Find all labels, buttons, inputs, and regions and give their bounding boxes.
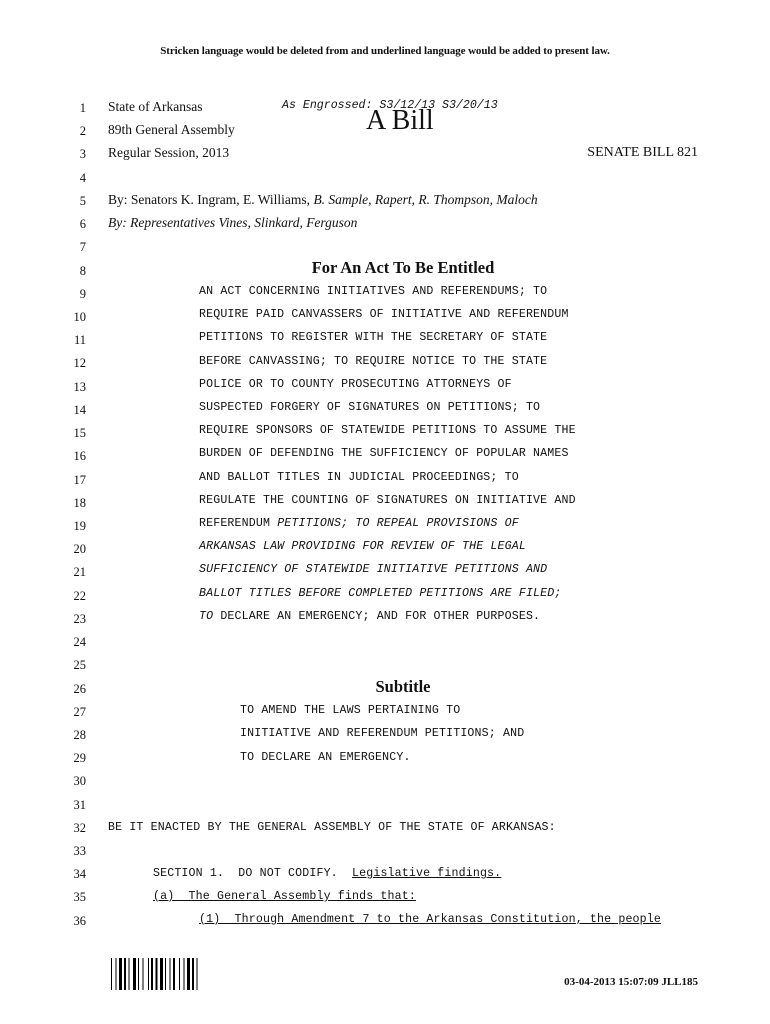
general-assembly: 89th General Assembly	[108, 122, 235, 137]
act-line-italic: TO	[199, 610, 214, 623]
bill-title: A Bill	[366, 105, 434, 136]
line-26	[0, 677, 770, 700]
act-line-italic: SUFFICIENCY OF STATEWIDE INITIATIVE PETITIONS AND	[199, 563, 548, 577]
senators-added: B. Sample, Rapert, R. Thompson, Maloch	[313, 192, 538, 207]
act-line-plain: REFERENDUM	[199, 517, 278, 530]
line-number: 15	[73, 426, 86, 441]
line-number: 29	[73, 751, 86, 766]
line-36	[0, 910, 770, 933]
line-number: 23	[73, 611, 86, 626]
senator-sponsors	[108, 192, 538, 208]
line-5	[0, 189, 770, 212]
line-number: 5	[79, 193, 86, 208]
line-6	[0, 212, 770, 235]
act-line-italic: ARKANSAS LAW PROVIDING FOR REVIEW OF THE LEGAL	[199, 540, 526, 553]
line-number: 16	[73, 449, 86, 464]
line-number: 3	[79, 147, 86, 162]
act-title-line	[0, 491, 770, 514]
section-title: Legislative findings.	[352, 867, 502, 880]
subtitle-text: INITIATIVE AND REFERENDUM PETITIONS; AND	[240, 727, 525, 741]
act-title-line	[0, 560, 770, 583]
line-number: 19	[73, 518, 86, 533]
line-32	[0, 818, 770, 841]
act-title-line	[0, 398, 770, 421]
line-number: 12	[73, 356, 86, 371]
line-number: 2	[79, 124, 86, 139]
section-1-heading	[153, 867, 501, 880]
line-number: 9	[79, 286, 86, 301]
footer-timestamp: 03-04-2013 15:07:09 JLL185	[564, 976, 698, 988]
line-number: 14	[73, 402, 86, 417]
act-heading: For An Act To Be Entitled	[311, 258, 495, 277]
line-number: 31	[73, 797, 86, 812]
line-number: 17	[73, 472, 86, 487]
line-number: 25	[73, 658, 86, 673]
bill-number: SENATE BILL 821	[587, 145, 698, 160]
line-35	[0, 887, 770, 910]
line-number: 35	[73, 890, 86, 905]
subtitle-heading: Subtitle	[375, 677, 431, 696]
subtitle-text: TO DECLARE AN EMERGENCY.	[240, 750, 411, 764]
act-title-line	[0, 444, 770, 467]
act-title-line	[0, 282, 770, 305]
line-3	[0, 142, 770, 165]
session: Regular Session, 2013	[108, 145, 230, 160]
subtitle-line	[0, 701, 770, 724]
line-number: 1	[79, 101, 86, 115]
enacting-clause: BE IT ENACTED BY THE GENERAL ASSEMBLY OF THE STATE OF ARKANSAS:	[108, 821, 556, 834]
line-number: 26	[73, 681, 86, 696]
act-line	[199, 517, 519, 530]
line-number: 18	[73, 495, 86, 510]
line-number: 13	[73, 379, 86, 394]
act-line: REGULATE THE COUNTING OF SIGNATURES ON INITIATIVE AND	[199, 493, 576, 507]
act-title-line	[0, 584, 770, 607]
line-number: 10	[73, 309, 86, 324]
barcode-image	[110, 958, 205, 990]
act-line: REQUIRE PAID CANVASSERS OF INITIATIVE AND REFERENDUM	[199, 308, 569, 322]
act-line-italic: BALLOT TITLES BEFORE COMPLETED PETITIONS ARE FILED;	[199, 586, 562, 600]
section-label: SECTION 1. DO NOT CODIFY.	[153, 867, 353, 880]
act-line: BEFORE CANVASSING; TO REQUIRE NOTICE TO THE STATE	[199, 354, 548, 368]
line-number: 8	[79, 263, 86, 278]
line-19	[0, 514, 770, 537]
line-number: 36	[73, 913, 86, 928]
act-line: BURDEN OF DEFENDING THE SUFFICIENCY OF POPULAR NAMES	[199, 447, 569, 461]
act-title-line	[0, 375, 770, 398]
subsection-a: (a) The General Assembly finds that:	[153, 890, 416, 903]
line-number: 11	[73, 333, 86, 348]
strike-underline-notice: Stricken language would be deleted from and underlined language would be added to present law.	[160, 45, 610, 57]
line-number: 7	[79, 240, 86, 255]
line-number: 28	[73, 727, 86, 742]
paragraph-1: (1) Through Amendment 7 to the Arkansas Constitution, the people	[199, 913, 661, 926]
subtitle-line	[0, 724, 770, 747]
act-title-line	[0, 537, 770, 560]
line-number: 33	[73, 844, 86, 859]
line-23	[0, 607, 770, 630]
line-number: 4	[79, 170, 86, 185]
line-number: 20	[73, 542, 86, 557]
line-number: 27	[73, 704, 86, 719]
subtitle-text: TO AMEND THE LAWS PERTAINING TO	[240, 704, 461, 717]
line-34	[0, 864, 770, 887]
act-line: REQUIRE SPONSORS OF STATEWIDE PETITIONS TO ASSUME THE	[199, 424, 576, 438]
subtitle-line	[0, 748, 770, 771]
line-number: 21	[73, 565, 86, 580]
senators-original: By: Senators K. Ingram, E. Williams,	[108, 192, 314, 207]
act-title-line	[0, 305, 770, 328]
state-name: State of Arkansas	[108, 99, 203, 114]
act-line: PETITIONS TO REGISTER WITH THE SECRETARY OF STATE	[199, 331, 548, 345]
act-line: AND BALLOT TITLES IN JUDICIAL PROCEEDINGS; TO	[199, 470, 519, 484]
representative-sponsors: By: Representatives Vines, Slinkard, Ferguson	[108, 215, 358, 230]
line-number: 24	[73, 635, 86, 650]
act-title-line	[0, 468, 770, 491]
line-number: 34	[73, 867, 86, 882]
act-line: POLICE OR TO COUNTY PROSECUTING ATTORNEYS OF	[199, 377, 512, 391]
act-line-plain: DECLARE AN EMERGENCY; AND FOR OTHER PURPOSES.	[213, 610, 541, 623]
act-line: SUSPECTED FORGERY OF SIGNATURES ON PETITIONS; TO	[199, 401, 541, 414]
act-title-line	[0, 421, 770, 444]
act-line: AN ACT CONCERNING INITIATIVES AND REFERENDUMS; TO	[199, 285, 548, 298]
act-line	[199, 610, 540, 623]
line-number: 22	[73, 588, 86, 603]
line-number: 32	[73, 820, 86, 835]
line-number: 6	[79, 217, 86, 232]
line-number: 30	[73, 774, 86, 789]
line-8	[0, 258, 770, 281]
act-line-italic: PETITIONS; TO REPEAL PROVISIONS OF	[277, 517, 519, 530]
act-title-line	[0, 352, 770, 375]
act-title-line	[0, 328, 770, 351]
engrossed-dates: As Engrossed: S3/12/13 S3/20/13	[282, 99, 498, 112]
